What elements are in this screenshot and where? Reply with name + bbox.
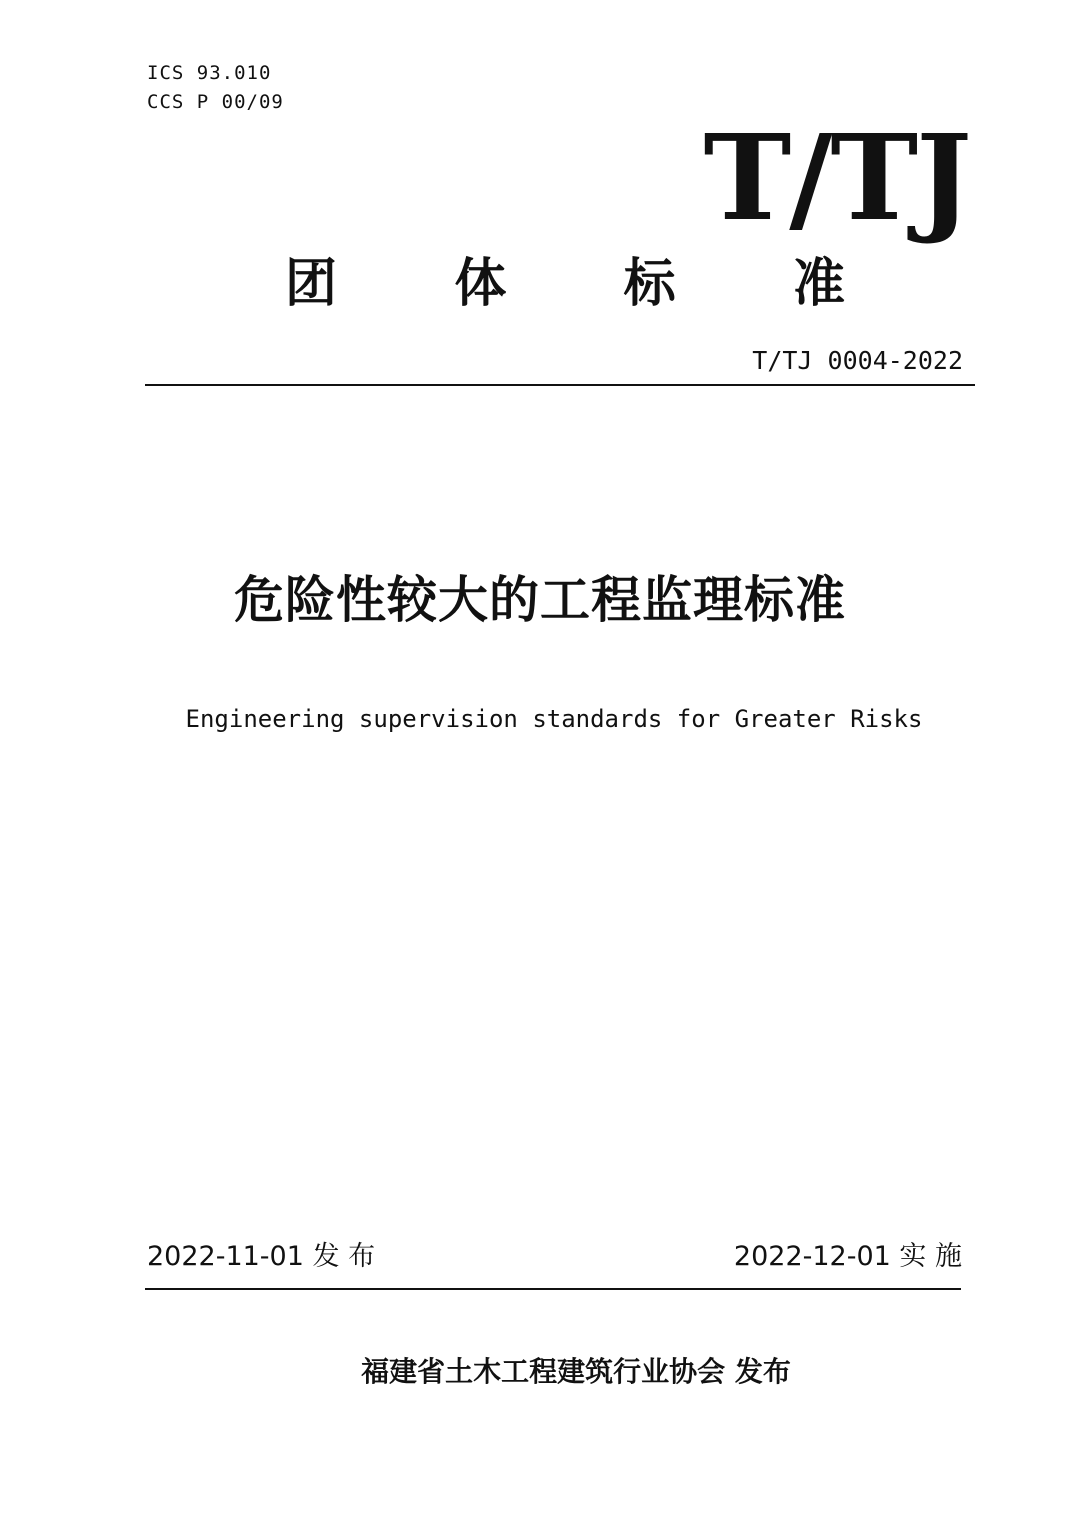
type-char-3: 标 bbox=[623, 254, 676, 314]
ccs-code: CCS P 00/09 bbox=[147, 91, 284, 113]
type-char-2: 体 bbox=[454, 254, 507, 314]
document-title-en: Engineering supervision standards for Greater Risks bbox=[185, 705, 923, 733]
bottom-divider bbox=[145, 1288, 961, 1290]
standard-number: T/TJ 0004-2022 bbox=[752, 346, 963, 375]
ics-code: ICS 93.010 bbox=[147, 62, 272, 84]
top-divider bbox=[145, 384, 975, 386]
issue-date: 2022-11-01 发 布 bbox=[147, 1241, 376, 1272]
standard-logo: T/TJ bbox=[703, 108, 970, 247]
publisher: 福建省土木工程建筑行业协会 发布 bbox=[361, 1355, 791, 1388]
implementation-date: 2022-12-01 实 施 bbox=[733, 1241, 962, 1272]
document-title-zh: 危险性较大的工程监理标准 bbox=[234, 571, 846, 629]
type-char-4: 准 bbox=[792, 254, 845, 314]
standard-type-title bbox=[285, 252, 845, 316]
type-char-1: 团 bbox=[285, 254, 338, 314]
